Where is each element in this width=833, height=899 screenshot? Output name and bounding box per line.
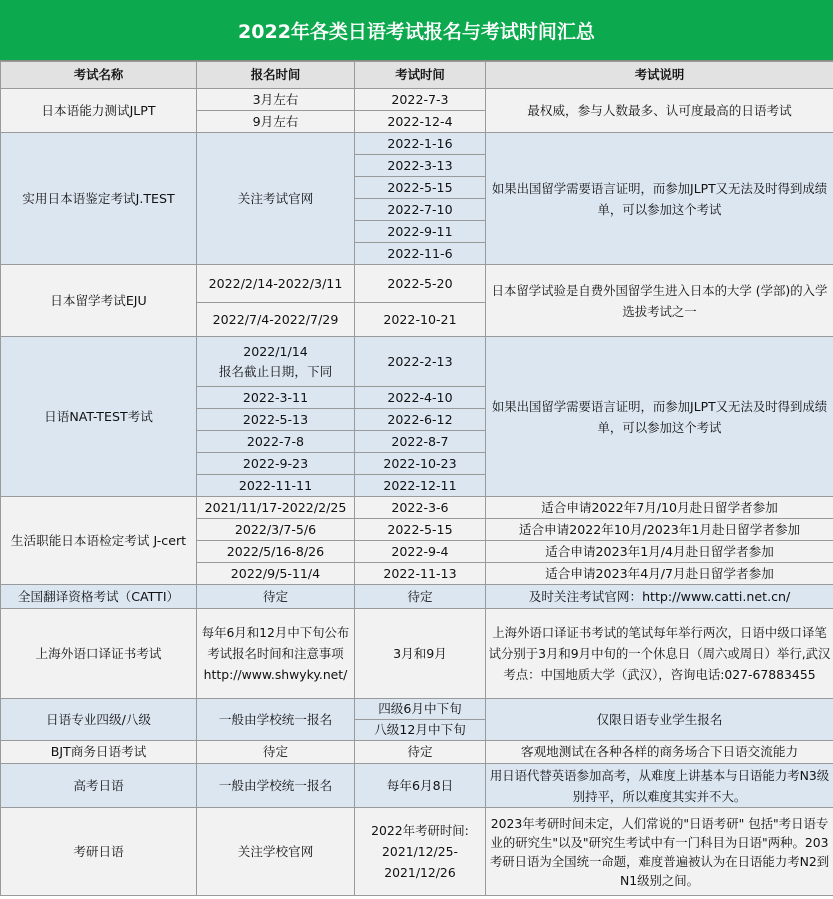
reg-cell: 9月左右 (197, 111, 355, 133)
date-cell: 3月和9月 (355, 609, 486, 699)
desc-cell: 如果出国留学需要语言证明，而参加JLPT又无法及时得到成绩单，可以参加这个考试 (486, 337, 833, 497)
desc-cell: 用日语代替英语参加高考，从难度上讲基本与日语能力考N3级别持平，所以难度其实并不大。 (486, 764, 833, 808)
date-cell: 2022-9-11 (355, 221, 486, 243)
date-cell: 2022-12-11 (355, 475, 486, 497)
table-row (1, 133, 833, 155)
header-registration-time: 报名时间 (197, 62, 355, 89)
date-cell: 2022-4-10 (355, 387, 486, 409)
table-row (1, 764, 833, 808)
reg-cell: 一般由学校统一报名 (197, 699, 355, 741)
desc-cell: 适合申请2022年7月/10月赴日留学者参加 (486, 497, 833, 519)
exam-name-shanghai: 上海外语口译证书考试 (1, 609, 197, 699)
table-row (1, 497, 833, 519)
desc-cell: 2023年考研时间未定，人们常说的"日语考研" 包括"考日语专业的研究生"以及"研究生考试中有一门科目为日语"两种。203考研日语为全国统一命题，难度普遍被认为在日语能力考N2到N1级别之间。 (486, 808, 833, 896)
reg-cell: 2022/9/5-11/4 (197, 563, 355, 585)
date-cell: 每年6月8日 (355, 764, 486, 808)
exam-name-gaokao: 高考日语 (1, 764, 197, 808)
date-cell: 2022-1-16 (355, 133, 486, 155)
reg-cell: 待定 (197, 741, 355, 764)
date-cell: 2022-2-13 (355, 337, 486, 387)
date-cell: 待定 (355, 585, 486, 609)
reg-cell: 2022-11-11 (197, 475, 355, 497)
exam-name-jcert: 生活职能日本语检定考试 J-cert (1, 497, 197, 585)
desc-cell: 适合申请2023年4月/7月赴日留学者参加 (486, 563, 833, 585)
exam-name-jtest: 实用日本语鉴定考试J.TEST (1, 133, 197, 265)
reg-cell: 2022-7-8 (197, 431, 355, 453)
table-row (1, 89, 833, 111)
date-cell: 2022-3-13 (355, 155, 486, 177)
date-cell: 2022-7-10 (355, 199, 486, 221)
exam-name-jlpt: 日本语能力测试JLPT (1, 89, 197, 133)
date-cell: 2022-8-7 (355, 431, 486, 453)
desc-cell: 如果出国留学需要语言证明，而参加JLPT又无法及时得到成绩单，可以参加这个考试 (486, 133, 833, 265)
reg-cell: 2022-9-23 (197, 453, 355, 475)
exam-name-nat: 日语NAT-TEST考试 (1, 337, 197, 497)
date-cell: 2022-6-12 (355, 409, 486, 431)
reg-cell: 一般由学校统一报名 (197, 764, 355, 808)
reg-cell: 2022/7/4-2022/7/29 (197, 303, 355, 337)
desc-cell: 日本留学试验是自费外国留学生进入日本的大学 (学部)的入学选拔考试之一 (486, 265, 833, 337)
desc-cell: 客观地测试在各种各样的商务场合下日语交流能力 (486, 741, 833, 764)
header-exam-time: 考试时间 (355, 62, 486, 89)
date-cell: 2022-9-4 (355, 541, 486, 563)
desc-cell: 最权威，参与人数最多、认可度最高的日语考试 (486, 89, 833, 133)
header-row (1, 62, 833, 89)
table-row (1, 585, 833, 609)
date-cell: 2022-3-6 (355, 497, 486, 519)
desc-cell: 上海外语口译证书考试的笔试每年举行两次，日语中级口译笔试分别于3月和9月中旬的一个休息日（周六或周日）举行,武汉考点：中国地质大学（武汉），咨询电话:027-67883455 (486, 609, 833, 699)
reg-cell: 2022/5/16-8/26 (197, 541, 355, 563)
table-row (1, 808, 833, 896)
date-cell: 四级6月中下旬 (355, 699, 486, 720)
desc-cell: 仅限日语专业学生报名 (486, 699, 833, 741)
date-cell: 2022-10-21 (355, 303, 486, 337)
reg-cell: 2022/1/14 报名截止日期，下同 (197, 337, 355, 387)
date-cell: 2022-5-15 (355, 177, 486, 199)
exam-name-catti: 全国翻译资格考试（CATTI） (1, 585, 197, 609)
reg-cell: 每年6月和12月中下旬公布考试报名时间和注意事项 http://www.shwyky.net/ (197, 609, 355, 699)
table-row (1, 741, 833, 764)
date-cell: 2022-11-13 (355, 563, 486, 585)
desc-cell: 适合申请2022年10月/2023年1月赴日留学者参加 (486, 519, 833, 541)
date-cell: 2022-10-23 (355, 453, 486, 475)
exam-name-bjt: BJT商务日语考试 (1, 741, 197, 764)
date-cell: 2022-7-3 (355, 89, 486, 111)
header-exam-name: 考试名称 (1, 62, 197, 89)
reg-cell: 关注考试官网 (197, 133, 355, 265)
date-cell: 八级12月中下旬 (355, 720, 486, 741)
reg-cell: 2022-3-11 (197, 387, 355, 409)
table-row (1, 609, 833, 699)
reg-cell: 2022/2/14-2022/3/11 (197, 265, 355, 303)
reg-cell: 2021/11/17-2022/2/25 (197, 497, 355, 519)
exam-table (0, 61, 833, 896)
exam-name-kaoyan: 考研日语 (1, 808, 197, 896)
table-row (1, 699, 833, 720)
reg-cell: 3月左右 (197, 89, 355, 111)
sheet-title: 2022年各类日语考试报名与考试时间汇总 (0, 0, 833, 61)
reg-cell: 关注学校官网 (197, 808, 355, 896)
date-cell: 待定 (355, 741, 486, 764)
table-row (1, 337, 833, 387)
desc-cell: 适合申请2023年1月/4月赴日留学者参加 (486, 541, 833, 563)
exam-name-major: 日语专业四级/八级 (1, 699, 197, 741)
header-exam-description: 考试说明 (486, 62, 833, 89)
table-row (1, 265, 833, 303)
date-cell: 2022年考研时间: 2021/12/25- 2021/12/26 (355, 808, 486, 896)
reg-cell: 2022-5-13 (197, 409, 355, 431)
date-cell: 2022-12-4 (355, 111, 486, 133)
exam-name-eju: 日本留学考试EJU (1, 265, 197, 337)
reg-cell: 待定 (197, 585, 355, 609)
date-cell: 2022-5-15 (355, 519, 486, 541)
reg-cell: 2022/3/7-5/6 (197, 519, 355, 541)
date-cell: 2022-5-20 (355, 265, 486, 303)
desc-cell: 及时关注考试官网：http://www.catti.net.cn/ (486, 585, 833, 609)
date-cell: 2022-11-6 (355, 243, 486, 265)
